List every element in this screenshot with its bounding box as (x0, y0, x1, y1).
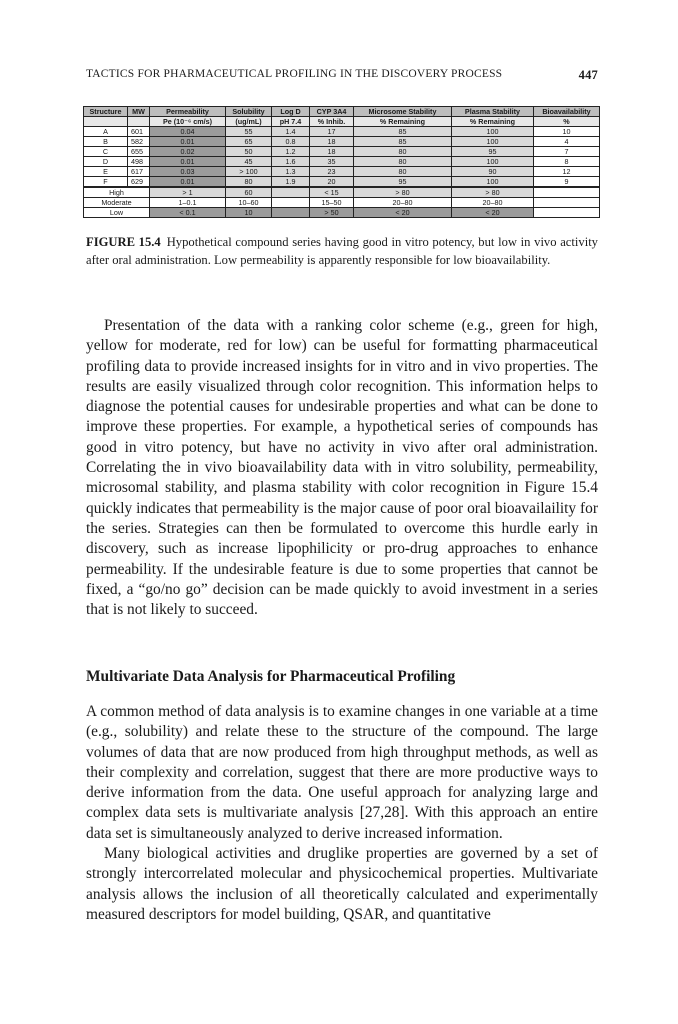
page-number: 447 (578, 68, 598, 82)
table-cell: 629 (128, 177, 150, 188)
table-cell: 1.6 (272, 157, 310, 167)
table-cell: 1.4 (272, 127, 310, 137)
table-cell: 18 (310, 147, 354, 157)
table-cell: 85 (354, 127, 452, 137)
table-row (84, 177, 600, 188)
table-cell: 100 (452, 127, 534, 137)
table-cell: 100 (452, 177, 534, 188)
table-cell: 0.03 (150, 167, 226, 177)
legend-cell: < 20 (354, 208, 452, 218)
body-section-2 (86, 702, 598, 925)
table-row (84, 147, 600, 157)
table-cell: 4 (534, 137, 600, 147)
table-cell: 95 (452, 147, 534, 157)
legend-cell: > 80 (452, 187, 534, 198)
table-cell: 10 (534, 127, 600, 137)
table-cell: D (84, 157, 128, 167)
table-cell: A (84, 127, 128, 137)
legend-cell: 20–80 (354, 198, 452, 208)
caption-text: Hypothetical compound series having good in vitro potency, but low in vivo activity after oral administration. Low permeability is apparently responsible for low bioavailability. (86, 235, 598, 267)
legend-cell: 15–50 (310, 198, 354, 208)
table-cell: 1.9 (272, 177, 310, 188)
col-header: CYP 3A4 (310, 107, 354, 117)
table-cell: 20 (310, 177, 354, 188)
col-header: MW (128, 107, 150, 117)
table-cell: 80 (354, 157, 452, 167)
body-section-1 (86, 316, 598, 620)
legend-cell (534, 187, 600, 198)
legend-label: High (84, 187, 150, 198)
paragraph: Presentation of the data with a ranking color scheme (e.g., green for high, yellow for moderate, red for low) can be useful for formatting pharmaceutical profiling data to provide increased insights for in vitro and in vivo properties. The results are easily visualized through color recognition. This information helps to diagnose the potential causes for undesirable properties and what can be done to improve these properties. For example, a hypothetical series of compounds has good in vitro potency, but have no activity in vivo after oral administration. Correlating the in vivo bioavailability data with in vitro solubility, permeability, microsomal stability, and plasma stability with color recognition in Figure 15.4 quickly indicates that permeability is the major cause of poor oral bioavailaility for the series. Strategies can then be formulated to overcome this hurdle early in discovery, such as increase lipophilicity or pro-drug approaches to enhance permeability. If the undesirable feature is due to some properties that cannot be fixed, a “go/no go” decision can be made quickly to avoid investment in a series that is not likely to succeed. (86, 317, 598, 619)
legend-cell: > 1 (150, 187, 226, 198)
table-cell: 1.3 (272, 167, 310, 177)
table-cell: 23 (310, 167, 354, 177)
table-cell: C (84, 147, 128, 157)
table-cell: 582 (128, 137, 150, 147)
legend-cell (272, 208, 310, 218)
table-cell: 95 (354, 177, 452, 188)
figure-label: FIGURE 15.4 (86, 235, 161, 249)
legend-cell: 20–80 (452, 198, 534, 208)
table-cell: 498 (128, 157, 150, 167)
legend-cell: > 80 (354, 187, 452, 198)
paragraph: Many biological activities and druglike properties are governed by a set of strongly intercorrelated molecular and physicochemical properties. Multivariate analysis allows the inclusion of all theoretically calculated and experimentally measured descriptors for model building, QSAR, and quantitative (86, 845, 598, 923)
table-cell: 17 (310, 127, 354, 137)
table-cell: 0.8 (272, 137, 310, 147)
legend-cell: < 15 (310, 187, 354, 198)
paragraph: A common method of data analysis is to examine changes in one variable at a time (e.g., solubility) and relate these to the structure of the compound. The large volumes of data that are now produced from high throughput methods, as well as their complexity and correlation, suggest that there are more productive ways to derive information from the data. One useful approach for analyzing large and complex data sets is multivariate analysis [27,28]. With this approach an entire data set is simultaneously analyzed to derive increased information. (86, 703, 598, 842)
unit-header: (ug/mL) (226, 117, 272, 127)
running-title: TACTICS FOR PHARMACEUTICAL PROFILING IN THE DISCOVERY PROCESS (86, 68, 503, 80)
table-row (84, 157, 600, 167)
table-cell: 80 (354, 147, 452, 157)
table-cell: B (84, 137, 128, 147)
table-cell: 50 (226, 147, 272, 157)
table-unit-row (84, 117, 600, 127)
col-header: Permeability (150, 107, 226, 117)
unit-header: Pe (10⁻⁶ cm/s) (150, 117, 226, 127)
table-cell: 35 (310, 157, 354, 167)
unit-header: % Remaining (354, 117, 452, 127)
table-cell: 18 (310, 137, 354, 147)
table-cell: > 100 (226, 167, 272, 177)
table-cell: 0.01 (150, 137, 226, 147)
legend-label: Moderate (84, 198, 150, 208)
table-cell: 80 (354, 167, 452, 177)
col-header: Plasma Stability (452, 107, 534, 117)
table-cell: 80 (226, 177, 272, 188)
table-cell: 1.2 (272, 147, 310, 157)
legend-cell: > 50 (310, 208, 354, 218)
running-header (86, 68, 598, 83)
legend-cell (272, 187, 310, 198)
table-row (84, 137, 600, 147)
table-cell: 655 (128, 147, 150, 157)
unit-header (128, 117, 150, 127)
legend-row-low (84, 208, 600, 218)
col-header: Structure (84, 107, 128, 117)
legend-cell: < 0.1 (150, 208, 226, 218)
table-cell: 7 (534, 147, 600, 157)
table-cell: 100 (452, 157, 534, 167)
table-cell: 85 (354, 137, 452, 147)
table-cell: 601 (128, 127, 150, 137)
legend-cell: < 20 (452, 208, 534, 218)
table-cell: 9 (534, 177, 600, 188)
profiling-table (83, 106, 600, 218)
col-header: Solubility (226, 107, 272, 117)
table-row (84, 167, 600, 177)
legend-cell (534, 198, 600, 208)
table-header-row (84, 107, 600, 117)
unit-header: % (534, 117, 600, 127)
unit-header (84, 117, 128, 127)
legend-cell (534, 208, 600, 218)
col-header: Bioavailability (534, 107, 600, 117)
table-cell: 45 (226, 157, 272, 167)
legend-row-moderate (84, 198, 600, 208)
table-cell: 90 (452, 167, 534, 177)
col-header: Microsome Stability (354, 107, 452, 117)
table-row (84, 127, 600, 137)
table-cell: 0.01 (150, 157, 226, 167)
table-cell: F (84, 177, 128, 188)
table-cell: 0.04 (150, 127, 226, 137)
legend-cell: 10–60 (226, 198, 272, 208)
legend-label: Low (84, 208, 150, 218)
legend-row-high (84, 187, 600, 198)
unit-header: % Remaining (452, 117, 534, 127)
legend-cell (272, 198, 310, 208)
legend-cell: 10 (226, 208, 272, 218)
table-cell: 100 (452, 137, 534, 147)
table-cell: 0.01 (150, 177, 226, 188)
unit-header: pH 7.4 (272, 117, 310, 127)
table-cell: E (84, 167, 128, 177)
table-cell: 617 (128, 167, 150, 177)
unit-header: % Inhib. (310, 117, 354, 127)
table-cell: 55 (226, 127, 272, 137)
legend-cell: 1–0.1 (150, 198, 226, 208)
col-header: Log D (272, 107, 310, 117)
table-cell: 0.02 (150, 147, 226, 157)
table-cell: 65 (226, 137, 272, 147)
section-heading: Multivariate Data Analysis for Pharmaceutical Profiling (86, 668, 456, 685)
table-cell: 12 (534, 167, 600, 177)
legend-cell: 60 (226, 187, 272, 198)
table-cell: 8 (534, 157, 600, 167)
figure-caption (86, 233, 598, 269)
